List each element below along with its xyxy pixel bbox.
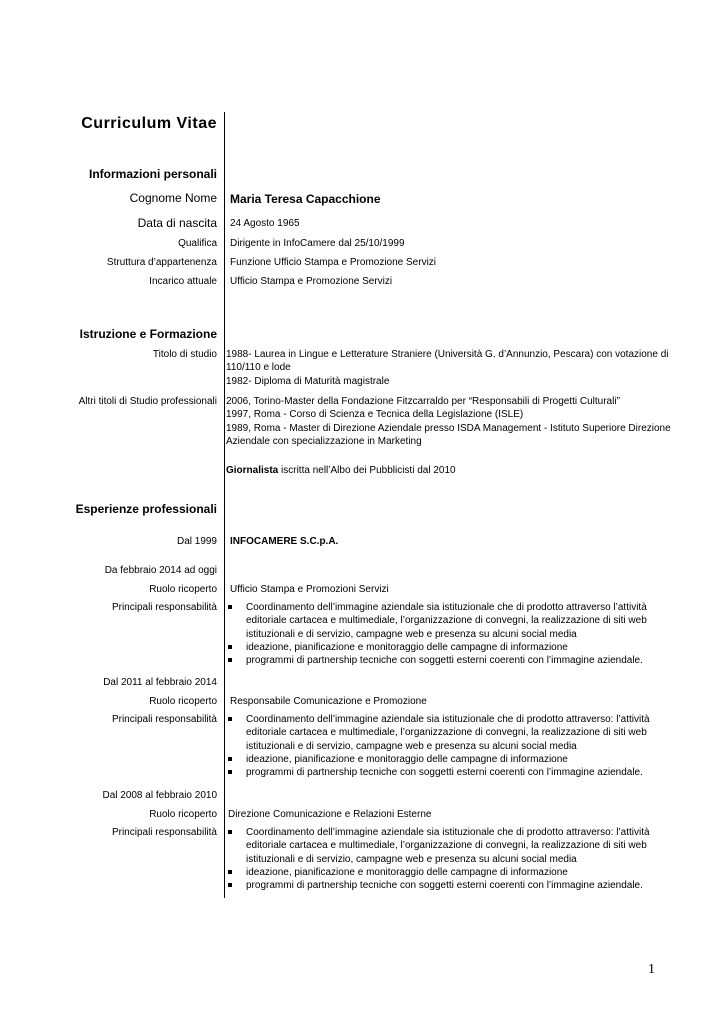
current-role-value: Ufficio Stampa e Promozione Servizi [230,276,393,287]
bullet-icon [228,645,232,649]
current-role-label: Incarico attuale [149,276,217,287]
other-titles-list [226,395,696,448]
period-label: Dal 2008 al febbraio 2010 [102,790,217,801]
list-item: programmi di partnership tecniche con soggetti esterni coerenti con l’immagine aziendale. [226,654,672,667]
list-item: Coordinamento dell’immagine aziendale sia istituzionale che di prodotto attraverso l’attività editoriale cartacea e multimediale, l’organizzazione di convegni, la realizzazione di siti web istituzionali e di servizio, campagne web e presenza su alcuni social media [226,601,672,641]
bullet-icon [228,605,232,609]
other-title-item: 1997, Roma - Corso di Scienza e Tecnica della Legislazione (ISLE) [226,409,524,421]
structure-value: Funzione Ufficio Stampa e Promozione Servizi [230,257,437,268]
list-item: Coordinamento dell’immagine aziendale sia istituzionale che di prodotto attraverso: l’attività editoriale cartacea e multimediale, l’organizzazione di convegni, la realizzazione di siti web istituzionali e di servizio, campagne web e presenza su alcuni social media [226,713,672,753]
qualification-value: Dirigente in InfoCamere dal 25/10/1999 [230,238,405,249]
qualification-label: Qualifica [178,238,217,249]
role-label: Ruolo ricoperto [149,584,217,595]
list-item: ideazione, pianificazione e monitoraggio delle campagne di informazione [226,641,672,654]
other-title-item: 2006, Torino-Master della Fondazione Fitzcarraldo per “Responsabili di Progetti Culturali” [226,396,620,407]
bullet-icon [228,830,232,834]
responsibilities-label: Principali responsabilità [111,827,217,838]
birth-value: 24 Agosto 1965 [230,218,300,229]
company-name: INFOCAMERE S.C.p.A. [230,536,339,547]
since-label: Dal 1999 [176,536,217,547]
structure-label: Struttura d’appartenenza [106,257,217,268]
bullet-icon [228,883,232,887]
section-heading-education: Istruzione e Formazione [79,327,217,341]
page-title: Curriculum Vitae [81,115,217,132]
list-item: programmi di partnership tecniche con soggetti esterni coerenti con l’immagine aziendale. [226,879,672,892]
bullet-icon [228,870,232,874]
role-value: Direzione Comunicazione e Relazioni Esterne [228,809,432,820]
responsibilities-label: Principali responsabilità [111,714,217,725]
other-titles-label: Altri titoli di Studio professionali [78,396,217,407]
responsibilities-label: Principali responsabilità [111,602,217,613]
other-title-item: 1989, Roma - Master di Direzione Aziendale presso ISDA Management - Istituto Superiore Direzione Aziendale con specializzazione in Marketing [226,422,671,447]
bullet-icon [228,757,232,761]
bullet-icon [228,717,232,721]
study-title-item: 1988- Laurea in Lingue e Letterature Straniere (Università G. d’Annunzio, Pescara) con votazione di 110/110 e lode [226,349,669,374]
birth-label: Data di nascita [137,216,217,230]
column-divider [224,112,225,898]
list-item: ideazione, pianificazione e monitoraggio delle campagne di informazione [226,866,672,879]
responsibilities-list [226,601,672,667]
role-label: Ruolo ricoperto [149,809,217,820]
responsibilities-list [226,713,672,779]
study-title-list [226,348,696,388]
section-heading-experience: Esperienze professionali [75,502,217,516]
responsibilities-list [226,826,672,892]
bullet-icon [228,770,232,774]
list-item: ideazione, pianificazione e monitoraggio delle campagne di informazione [226,753,672,766]
name-value: Maria Teresa Capacchione [230,192,381,206]
journalist-note [226,464,696,477]
journalist-bold: Giornalista [226,465,279,476]
period-label: Da febbraio 2014 ad oggi [104,565,217,576]
role-label: Ruolo ricoperto [149,696,217,707]
name-label: Cognome Nome [129,191,217,205]
page-number: 1 [648,962,655,977]
period-label: Dal 2011 al febbraio 2014 [103,677,217,688]
role-value: Ufficio Stampa e Promozioni Servizi [230,584,389,595]
journalist-rest: iscritta nell’Albo dei Pubblicisti dal 2010 [278,465,456,476]
bullet-icon [228,658,232,662]
study-title-item: 1982- Diploma di Maturità magistrale [226,375,390,387]
section-heading-personal: Informazioni personali [88,167,217,181]
list-item: programmi di partnership tecniche con soggetti esterni coerenti con l’immagine aziendale. [226,766,672,779]
role-value: Responsabile Comunicazione e Promozione [230,696,427,707]
study-title-label: Titolo di studio [152,349,217,360]
list-item: Coordinamento dell’immagine aziendale sia istituzionale che di prodotto attraverso: l’attività editoriale cartacea e multimediale, l’organizzazione di convegni, la realizzazione di siti web istituzionali e di servizio, campagne web e presenza su alcuni social media [226,826,672,866]
